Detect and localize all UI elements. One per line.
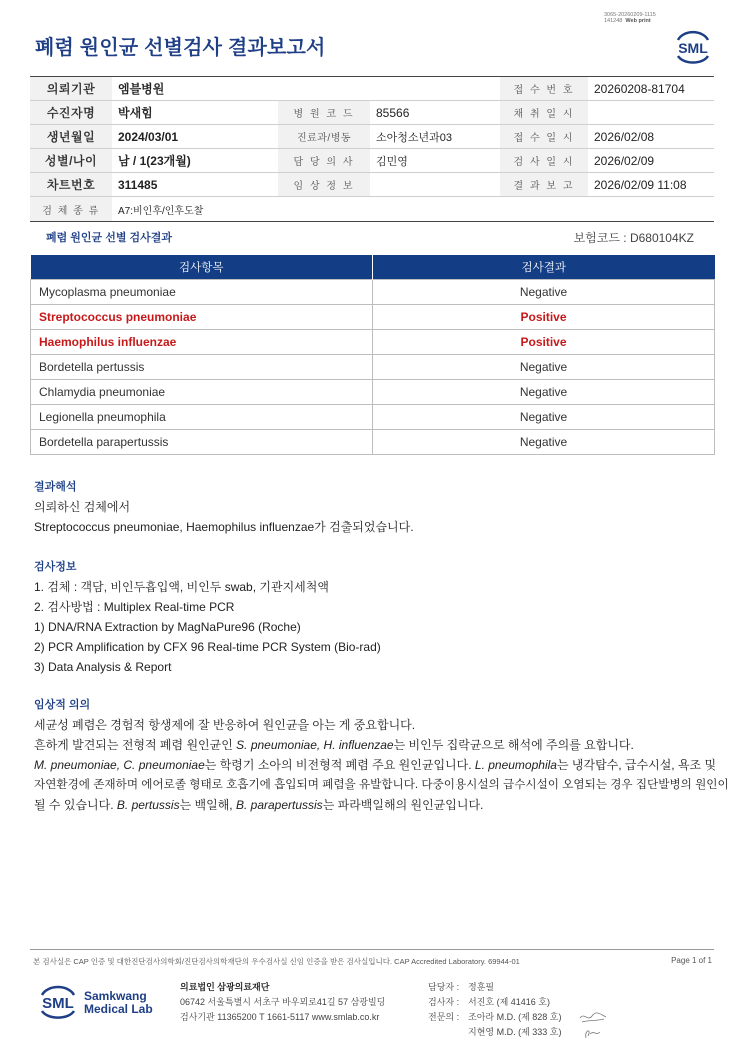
clinical-title: 임상적 의의 (34, 699, 91, 711)
test-result: Positive (373, 304, 715, 329)
info-label-3: 채 취 일 시 (500, 101, 588, 124)
staff-name: 정훈필 (468, 982, 495, 992)
staff-row (428, 980, 561, 995)
interpretation-section (34, 479, 414, 537)
test-info-line: 2) PCR Amplification by CFX 96 Real-time PCR System (Bio-rad) (34, 640, 381, 654)
specimen-value: A7:비인후/인후도찰 (118, 205, 204, 217)
staff-row (428, 995, 561, 1010)
insurance-code: 보험코드 : D680104KZ (573, 231, 694, 245)
clinical-italic: B. pertussis (116, 798, 180, 812)
test-result: Negative (373, 279, 715, 304)
info-value-3 (588, 101, 714, 124)
test-info-line: 3) Data Analysis & Report (34, 660, 172, 674)
specimen-row (30, 197, 714, 222)
info-value-3: 2026/02/09 11:08 (594, 177, 687, 192)
test-info-line: 1. 검체 : 객담, 비인두흡입액, 비인두 swab, 기관지세척액 (34, 580, 329, 594)
test-result: Negative (373, 354, 715, 379)
info-value-2: 85566 (376, 105, 410, 120)
info-label: 수진자명 (30, 101, 112, 124)
test-name: Chlamydia pneumoniae (31, 379, 373, 404)
info-label-2: 진료과/병동 (278, 125, 370, 148)
test-result: Negative (373, 429, 715, 454)
result-section-title: 폐렴 원인균 선별 검사결과 (46, 232, 173, 244)
staff-label: 검사자 : (428, 997, 460, 1007)
info-label-2 (278, 77, 370, 100)
table-row (31, 279, 715, 304)
patient-info-table (30, 76, 714, 222)
info-label-2: 병 원 코 드 (278, 101, 370, 124)
table-row (31, 304, 715, 329)
clinical-line: 자연환경에 존재하며 에어로졸 형태로 호흡기에 흡입되며 폐렴을 유발합니다. 다중이용시설의 급수시설이 오염되는 경우 집단발병의 원인이 (34, 778, 729, 791)
footer-organization (180, 980, 385, 1025)
info-value: 남 / 1(23개월) (118, 154, 191, 168)
clinical-line: 세균성 폐렴은 경험적 항생제에 잘 반응하여 원인균을 아는 게 중요합니다. (34, 718, 416, 732)
clinical-line (34, 795, 729, 815)
specimen-label: 검 체 종 류 (30, 197, 112, 221)
brand-line2: Medical Lab (84, 1002, 153, 1016)
clinical-text: 될 수 있습니다. (34, 798, 117, 812)
test-result: Negative (373, 404, 715, 429)
info-value-3: 2026/02/08 (594, 129, 655, 144)
header-test-item: 검사항목 (31, 255, 373, 279)
brand-line1: Samkwang (84, 989, 147, 1003)
staff-label: 전문의 : (428, 1012, 460, 1022)
clinical-italic: S. pneumoniae, H. influenzae (236, 738, 394, 752)
info-label-3: 접 수 번 호 (500, 77, 588, 100)
org-name: 의료법인 삼광의료재단 (180, 982, 270, 992)
clinical-text: 흔하게 발견되는 전형적 폐렴 원인균인 (34, 738, 237, 752)
clinical-text: 는 백일해, (179, 798, 236, 812)
clinical-italic: M. pneumoniae, C. pneumoniae (34, 758, 205, 772)
footer-staff (428, 980, 561, 1040)
document-code (604, 12, 656, 24)
info-value-2 (370, 173, 500, 196)
interpretation-line: Streptococcus pneumoniae, Haemophilus influenzae가 검출되었습니다. (34, 520, 414, 534)
page-number: Page 1 of 1 (671, 956, 712, 965)
test-name: Haemophilus influenzae (31, 329, 373, 354)
info-label-3: 접 수 일 시 (500, 125, 588, 148)
test-name: Bordetella pertussis (31, 354, 373, 379)
clinical-line (34, 755, 729, 775)
header-test-result: 검사결과 (373, 255, 715, 279)
info-value: 2024/03/01 (118, 129, 179, 144)
footer-accreditation-note: 본 검사실은 CAP 인증 및 대한진단검사의학회/진단검사의학재단의 우수검사실 신임 인증을 받은 검사실입니다. CAP Accredited Laboratory. 69944-01 (33, 957, 520, 966)
test-name: Streptococcus pneumoniae (31, 304, 373, 329)
table-row (31, 329, 715, 354)
info-label: 의뢰기관 (30, 77, 112, 100)
doc-code-line2: 141248 (604, 18, 623, 24)
doc-code-line1: 3065-20260209-1115 (604, 12, 656, 18)
interpretation-line: 의뢰하신 검체에서 (34, 500, 131, 514)
info-label-2: 임 상 정 보 (278, 173, 370, 196)
info-value: 박새힘 (118, 106, 153, 120)
staff-row (428, 1025, 561, 1040)
staff-label: 담당자 : (428, 982, 460, 992)
clinical-section (34, 697, 729, 815)
org-address: 06742 서울특별시 서초구 바우뫼로41길 57 삼광빌딩 (180, 997, 386, 1007)
test-name: Bordetella parapertussis (31, 429, 373, 454)
clinical-italic: L. pneumophila (474, 758, 557, 772)
test-name: Mycoplasma pneumoniae (31, 279, 373, 304)
test-info-title: 검사정보 (34, 561, 77, 573)
sml-logo-icon (672, 26, 714, 64)
info-label-2: 담 당 의 사 (278, 149, 370, 172)
test-info-section (34, 559, 381, 677)
info-row (30, 77, 714, 101)
result-table (30, 255, 715, 455)
info-label-3: 검 사 일 시 (500, 149, 588, 172)
web-print-label: Web print (625, 18, 651, 24)
staff-label (428, 1025, 468, 1040)
info-value: 엠블병원 (118, 82, 165, 96)
footer-divider (30, 949, 714, 950)
info-value-3: 20260208-81704 (594, 81, 685, 96)
info-value-2 (370, 77, 500, 100)
info-row (30, 125, 714, 149)
test-info-line: 2. 검사방법 : Multiplex Real-time PCR (34, 600, 235, 614)
staff-row (428, 1010, 561, 1025)
clinical-text: 는 비인두 집락균으로 해석에 주의를 요합니다. (393, 738, 634, 752)
info-label: 생년월일 (30, 125, 112, 148)
staff-name: 지현영 M.D. (제 333 호) (468, 1027, 562, 1037)
info-row (30, 173, 714, 197)
result-header-row (31, 255, 715, 279)
info-label: 성별/나이 (30, 149, 112, 172)
clinical-line (34, 735, 729, 755)
table-row (31, 404, 715, 429)
info-value: 311485 (118, 177, 158, 192)
signature-icon (578, 1010, 610, 1040)
test-info-line: 1) DNA/RNA Extraction by MagNaPure96 (Roche) (34, 620, 301, 634)
info-value-2: 소아청소년과03 (376, 131, 452, 144)
interpretation-title: 결과해석 (34, 481, 77, 493)
info-label-3: 결 과 보 고 (500, 173, 588, 196)
clinical-text: 는 파라백일해의 원인균입니다. (322, 798, 484, 812)
clinical-italic: B. parapertussis (235, 798, 323, 812)
test-name: Legionella pneumophila (31, 404, 373, 429)
info-value-2: 김민영 (376, 155, 408, 168)
info-value-3: 2026/02/09 (594, 153, 655, 168)
test-result: Negative (373, 379, 715, 404)
staff-name: 조아라 M.D. (제 828 호) (468, 1012, 562, 1022)
info-label: 차트번호 (30, 173, 112, 196)
test-result: Positive (373, 329, 715, 354)
info-row (30, 149, 714, 173)
info-row (30, 101, 714, 125)
staff-name: 서진호 (제 41416 호) (468, 997, 550, 1007)
org-contact: 검사기관 11365200 T 1661-5117 www.smlab.co.kr (180, 1012, 380, 1022)
sml-footer-logo-icon (36, 980, 80, 1020)
page-title: 폐렴 원인균 선별검사 결과보고서 (35, 37, 326, 59)
table-row (31, 354, 715, 379)
footer-brand (84, 990, 153, 1016)
footer-logo-text: SML (42, 995, 74, 1012)
table-row (31, 429, 715, 454)
logo-text: SML (678, 40, 708, 56)
table-row (31, 379, 715, 404)
clinical-text: 는 학령기 소아의 비전형적 폐렴 주요 원인균입니다. (204, 758, 475, 772)
clinical-text: 는 냉각탑수, 급수시설, 욕조 및 (556, 758, 717, 772)
